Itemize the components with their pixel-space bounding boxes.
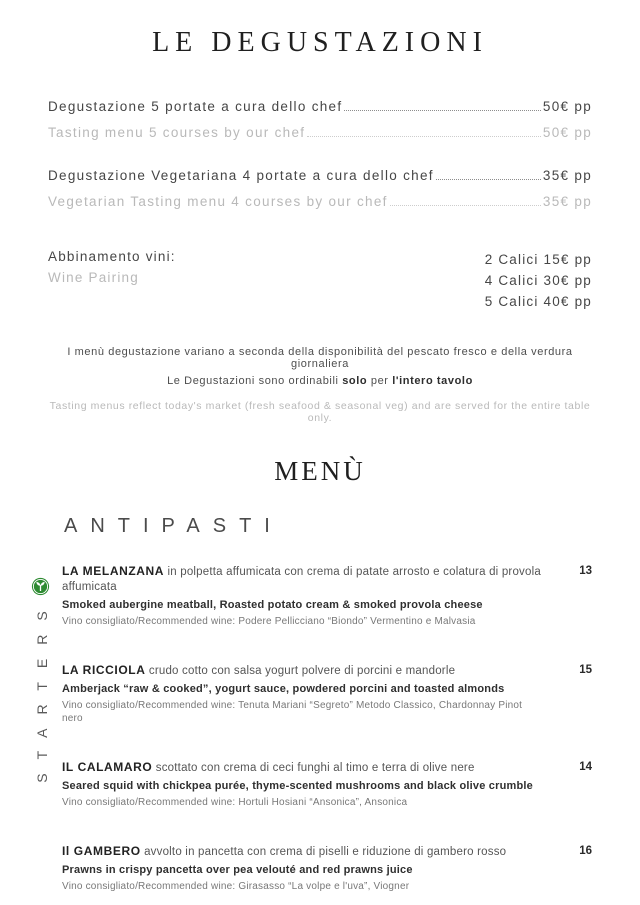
note-table-it bbox=[48, 375, 592, 387]
tasting-label: Vegetarian Tasting menu 4 courses by our chef bbox=[48, 194, 388, 209]
dotted-leader bbox=[390, 205, 541, 206]
wine-pairing-options bbox=[485, 249, 592, 312]
dish-title-line bbox=[62, 844, 544, 860]
wine-pairing-labels bbox=[48, 249, 176, 312]
dish-name: LA RICCIOLA bbox=[62, 663, 146, 677]
dish-wine-suggestion: Vino consigliato/Recommended wine: Podere Pellicciano “Biondo” Vermentino e Malvasia bbox=[62, 616, 476, 627]
wine-pairing-section bbox=[48, 249, 592, 312]
dish-wine-suggestion: Vino consigliato/Recommended wine: Tenuta Mariani “Segreto” Metodo Classico, Chardonnay Pinot nero bbox=[62, 700, 523, 724]
dish-item bbox=[62, 760, 592, 809]
dotted-leader bbox=[436, 179, 541, 180]
note-availability-it: I menù degustazione variano a seconda della disponibilità del pescato fresco e della verdura giornaliera bbox=[67, 346, 573, 370]
dish-item bbox=[62, 844, 592, 893]
tasting-row-it bbox=[48, 99, 592, 114]
dotted-leader bbox=[344, 110, 541, 111]
tasting-row-en bbox=[48, 125, 592, 140]
tasting-menus-section bbox=[48, 99, 592, 209]
dish-desc-en: Smoked aubergine meatball, Roasted potato cream & smoked provola cheese bbox=[62, 599, 483, 611]
dish-text bbox=[62, 844, 558, 893]
page-title: LE DEGUSTAZIONI bbox=[152, 27, 488, 58]
wine-pairing-label-it: Abbinamento vini: bbox=[48, 249, 176, 264]
note-text: per bbox=[370, 375, 389, 387]
tasting-price: 35€ pp bbox=[542, 194, 592, 209]
tasting-group bbox=[48, 168, 592, 209]
dish-item bbox=[62, 663, 592, 725]
dish-price: 16 bbox=[579, 845, 592, 857]
dish-wine-suggestion: Vino consigliato/Recommended wine: Girasasso “La volpe e l'uva”, Viogner bbox=[62, 881, 410, 892]
dish-price: 13 bbox=[579, 565, 592, 577]
dish-title-line bbox=[62, 760, 544, 776]
pairing-option: 2 Calici 15€ pp bbox=[484, 252, 592, 267]
section-heading-antipasti: ANTIPASTI bbox=[64, 515, 283, 537]
tasting-label: Degustazione Vegetariana 4 portate a cura dello chef bbox=[48, 168, 434, 183]
notes-section bbox=[48, 346, 592, 424]
dish-desc-it: crudo cotto con salsa yogurt polvere di porcini e mandorle bbox=[148, 665, 456, 677]
note-en: Tasting menus reflect today's market (fresh seafood & seasonal veg) and are served for the entire table only. bbox=[49, 400, 591, 424]
note-text: Le Degustazioni sono ordinabili bbox=[167, 375, 339, 387]
dotted-leader bbox=[307, 136, 541, 137]
note-bold-solo: solo bbox=[342, 375, 368, 387]
tasting-row-it bbox=[48, 168, 592, 183]
tasting-label: Tasting menu 5 courses by our chef bbox=[48, 125, 306, 140]
dish-text bbox=[62, 564, 558, 628]
dish-title-line bbox=[62, 564, 544, 595]
dish-title-line bbox=[62, 663, 544, 679]
tasting-price: 35€ pp bbox=[542, 168, 592, 183]
dish-desc-en: Prawns in crispy pancetta over pea velouté and red prawns juice bbox=[62, 864, 413, 876]
dish-name: IL CALAMARO bbox=[62, 760, 153, 774]
dish-desc-en: Seared squid with chickpea purée, thyme-scented mushrooms and black olive crumble bbox=[62, 780, 534, 792]
side-label-starters: STARTERS bbox=[34, 597, 50, 783]
dish-wine-suggestion: Vino consigliato/Recommended wine: Hortuli Hosiani “Ansonica”, Ansonica bbox=[62, 797, 408, 808]
pairing-option: 5 Calici 40€ pp bbox=[484, 294, 592, 309]
dish-text bbox=[62, 760, 558, 809]
dish-name: Il GAMBERO bbox=[62, 844, 141, 858]
menu-heading: MENÙ bbox=[274, 456, 366, 486]
tasting-price: 50€ pp bbox=[542, 99, 592, 114]
tasting-row-en bbox=[48, 194, 592, 209]
note-bold-table: l'intero tavolo bbox=[392, 375, 473, 387]
dish-price: 14 bbox=[579, 761, 592, 773]
dish-desc-it: scottato con crema di ceci funghi al timo e terra di olive nere bbox=[155, 762, 475, 774]
dish-desc-it: in polpetta affumicata con crema di patate arrosto e colatura di provola affumicata bbox=[62, 566, 541, 593]
tasting-label: Degustazione 5 portate a cura dello chef bbox=[48, 99, 343, 114]
tasting-group bbox=[48, 99, 592, 140]
dish-desc-en: Amberjack “raw & cooked”, yogurt sauce, powdered porcini and toasted almonds bbox=[62, 683, 505, 695]
dish-text bbox=[62, 663, 558, 725]
dish-desc-it: avvolto in pancetta con crema di piselli e riduzione di gambero rosso bbox=[144, 846, 507, 858]
pairing-option: 4 Calici 30€ pp bbox=[484, 273, 592, 288]
dish-name: LA MELANZANA bbox=[62, 564, 165, 578]
tasting-price: 50€ pp bbox=[542, 125, 592, 140]
wine-pairing-label-en: Wine Pairing bbox=[48, 270, 139, 285]
dish-list bbox=[62, 564, 592, 893]
vegetarian-icon bbox=[31, 577, 50, 596]
dish-price: 15 bbox=[579, 664, 592, 676]
dish-item bbox=[62, 564, 592, 628]
